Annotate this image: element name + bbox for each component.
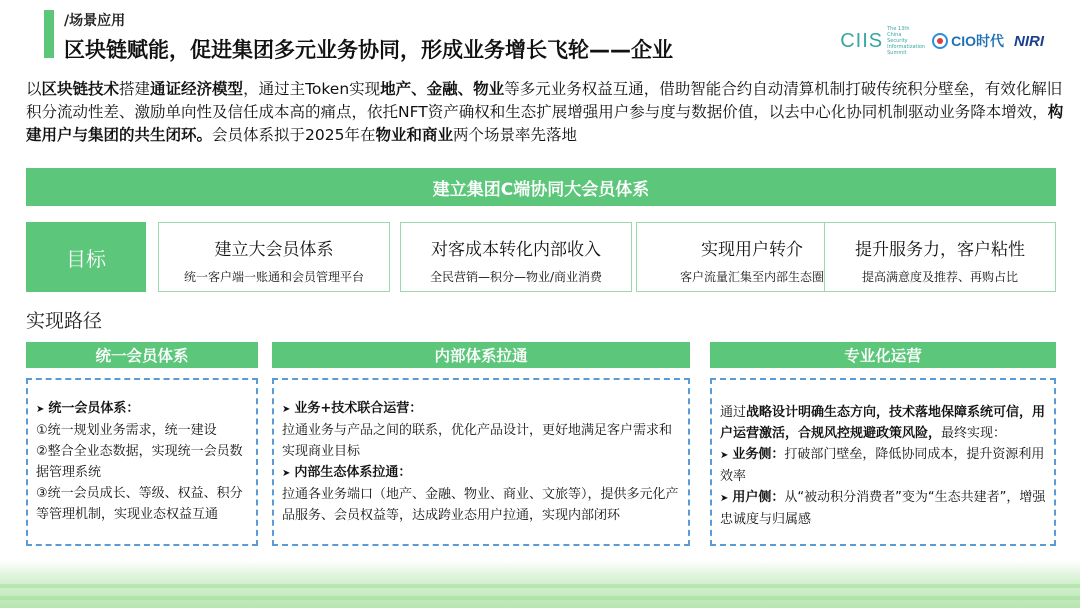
ciis-logo-subtext: The 13th China Security Informatization Summit: [887, 26, 926, 56]
logo-group: [840, 26, 1044, 56]
column-intro-emphasis: 战略设计明确生态方向，技术落地保障系统可信，用户运营激活，合规风控规避政策风险，: [720, 405, 1046, 441]
goal-card: [400, 222, 632, 292]
intro-emphasis: 通证经济模型: [150, 80, 244, 98]
breadcrumb: /场景应用: [64, 13, 126, 29]
cio-logo: [931, 31, 1004, 51]
column-text-line: 拉通业务与产品之间的联系，优化产品设计，更好地满足客户需求和实现商业目标: [282, 423, 673, 459]
column-text-line: ①统一规划业务需求，统一建设: [36, 423, 217, 438]
column-box-professional-operation: [710, 378, 1056, 546]
goal-card-title: 建立大会员体系: [214, 240, 334, 260]
intro-emphasis: 物业和商业: [375, 126, 453, 144]
goal-card-title: 对客成本转化内部收入: [431, 240, 601, 260]
bullet-text: 从“被动积分消费者”变为“生态共建者”，增强忠诚度与归属感: [720, 490, 1046, 527]
cio-logo-text: CIO时代: [951, 33, 1004, 49]
intro-emphasis: 地产、金融、物业: [380, 80, 505, 98]
column-box-unified-membership: [26, 378, 258, 546]
arrow-bullet-icon: ➤: [282, 468, 291, 479]
column-text-line: ②整合全业态数据，实现统一会员数据管理系统: [36, 444, 243, 480]
arrow-bullet-icon: ➤: [282, 404, 291, 415]
column-bullet-item: [720, 444, 1048, 487]
cio-logo-icon: [931, 32, 949, 50]
decorative-grass-stripe: [0, 596, 1080, 600]
nri-logo: NIRI: [1014, 32, 1044, 50]
column-text-line: 拉通各业务端口（地产、金融、物业、商业、文旅等），提供多元化产品服务、会员权益等，达成跨业态用户拉通，实现内部闭环: [282, 487, 679, 523]
column-header-unified-membership: 统一会员体系: [26, 342, 258, 368]
arrow-bullet-icon: ➤: [36, 404, 45, 415]
intro-text: 搭建: [119, 80, 151, 98]
bullet-heading-text: 业务+技术联合运营：: [294, 401, 423, 416]
intro-text: 以: [26, 80, 42, 98]
bullet-heading-text: 统一会员体系：: [48, 401, 140, 416]
goal-card-subtitle: 提高满意度及推荐、再购占比: [861, 270, 1018, 284]
goal-card-title: 实现用户转介: [701, 240, 803, 260]
column-bullet-heading: [282, 462, 682, 484]
bullet-label: 用户侧：: [732, 490, 785, 505]
column-text-line: ③统一会员成长、等级、权益、积分等管理机制，实现业态权益互通: [36, 486, 243, 522]
bullet-text: 打破部门壁垒，降低协同成本，提升资源利用效率: [720, 447, 1045, 484]
column-box-internal-integration: [272, 378, 690, 546]
goal-card-title: 提升服务力，客户粘性: [855, 240, 1025, 260]
goal-card-subtitle: 全民营销—积分—物业/商业消费: [429, 270, 603, 284]
goals-label: 目标: [26, 222, 146, 292]
page-title: 区块链赋能，促进集团多元业务协同，形成业务增长飞轮——企业: [64, 38, 673, 62]
arrow-bullet-icon: ➤: [720, 450, 729, 461]
ciis-logo: [840, 26, 926, 56]
column-bullet-heading: [282, 398, 682, 420]
system-banner: 建立集团C端协同大会员体系: [26, 168, 1056, 206]
intro-text: 两个场景率先落地: [452, 126, 577, 144]
column-bullet-heading: [36, 398, 250, 420]
column-intro-text: 最终实现：: [941, 426, 1007, 441]
intro-emphasis: 区块链技术: [41, 80, 120, 98]
intro-text: 会员体系拟于2025年在: [212, 126, 376, 144]
intro-emphasis: 构建用户与集团的共生闭环。: [26, 103, 1064, 144]
intro-text: 等多元业务权益互通，借助智能合约自动清算机制打破传统积分壁垒，有效化解旧积分流动性差、激励单向性及信任成本高的痛点，依托NFT资产确权和生态扩展增强用户参与度与数据价值，以去中心化协同机制驱动业务降本增效，: [26, 80, 1063, 121]
bullet-label: 业务侧：: [732, 447, 785, 462]
goal-card: [824, 222, 1056, 292]
column-bullet-item: [720, 487, 1048, 530]
intro-paragraph: [26, 78, 1066, 147]
goal-card: [158, 222, 390, 292]
goal-card-subtitle: 客户流量汇集至内部生态圈: [679, 270, 824, 284]
title-accent-bar: [44, 10, 54, 58]
intro-text: ，通过主Token实现: [243, 80, 381, 98]
arrow-bullet-icon: ➤: [720, 493, 729, 504]
path-label: 实现路径: [26, 310, 103, 332]
decorative-grass-stripe: [0, 584, 1080, 588]
column-header-internal-integration: 内部体系拉通: [272, 342, 690, 368]
bullet-heading-text: 内部生态体系拉通：: [294, 465, 412, 480]
goal-card-subtitle: 统一客户端一账通和会员管理平台: [183, 270, 364, 284]
column-intro: [720, 402, 1048, 444]
column-intro-text: 通过: [720, 405, 747, 420]
column-header-professional-operation: 专业化运营: [710, 342, 1056, 368]
ciis-logo-text: CIIS: [840, 29, 884, 52]
